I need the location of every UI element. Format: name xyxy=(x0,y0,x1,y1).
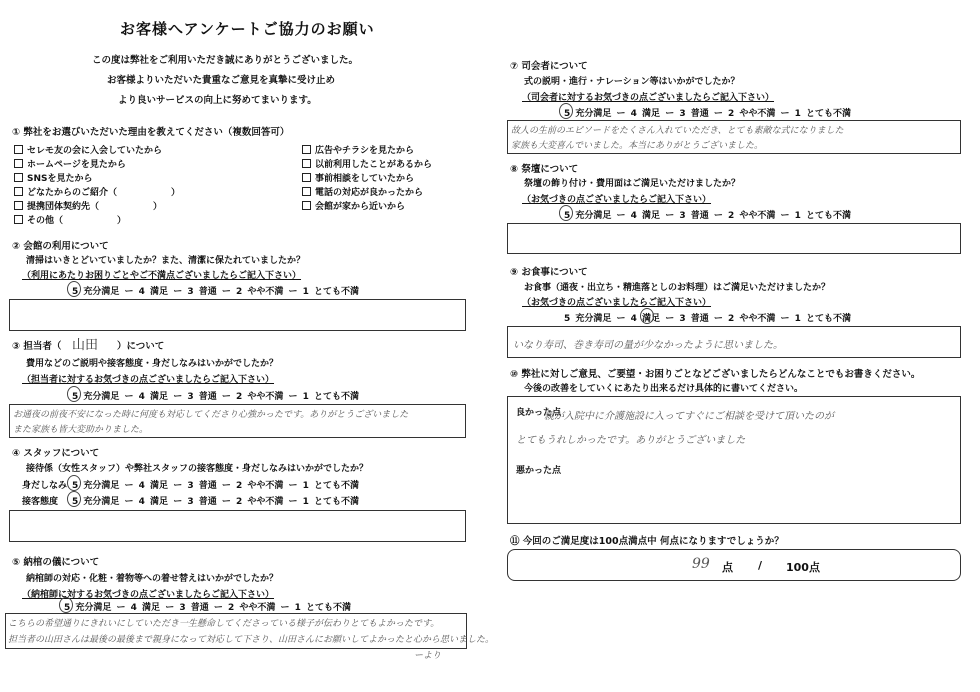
q4-attitude-scale[interactable]: 5 充分満足 ー 4 満足 ー 3 普通 ー 2 やや不満 ー 1 とても不満 xyxy=(72,497,360,507)
q11-score-unit: 点 xyxy=(722,561,733,574)
q5-signature: ーより xyxy=(414,651,442,661)
q9-comment: いなり寿司、巻き寿司の量が少なかったように思いました。 xyxy=(513,340,783,351)
q3-comment-box[interactable] xyxy=(9,404,466,438)
q11-slash: / xyxy=(758,559,763,572)
checkbox[interactable] xyxy=(14,145,23,154)
q3-comment-line-2: また家族も皆大変助かりました。 xyxy=(13,425,149,435)
q8-question: 祭壇の飾り付け・費用面はご満足いただけましたか？ xyxy=(524,179,741,189)
q7-comment-box[interactable] xyxy=(507,120,961,154)
q11-score-box[interactable] xyxy=(507,549,961,581)
q1-option-8[interactable]: 以前利用したことがあるから xyxy=(302,157,432,170)
q4-attitude-selected-mark xyxy=(67,491,81,507)
q9-selected-mark xyxy=(640,308,654,324)
q10-good-label: 良かった点 xyxy=(516,408,562,418)
q8-note: （お気づきの点ございましたらご記入下さい） xyxy=(522,195,712,205)
q5-comment-box[interactable] xyxy=(5,613,495,649)
q1-option-10[interactable]: 電話の対応が良かったから xyxy=(302,185,423,198)
q3-note: （担当者に対するお気づきの点ございましたらご記入下さい） xyxy=(22,375,275,385)
q10-title: ⑩ 弊社に対しご意見、ご要望・お困りごとなどございましたらどんなことでもお書きください。 xyxy=(510,369,921,380)
q10-good-line-1: 親が入院中に介護施設に入ってすぐにご相談を受けて頂いたのが xyxy=(544,411,834,422)
q2-note: （利用にあたりお困りごとやご不満点ございましたらご記入下さい） xyxy=(22,271,302,281)
q5-comment-line-2: 担当者の山田さんは最後の最後まで親身になって対応して下さり、山田さんにお願いしてよかったと心から思いました。 xyxy=(8,635,495,645)
q3-title-prefix: ③ 担当者（ xyxy=(12,341,62,352)
q2-title: ② 会館の利用について xyxy=(12,241,109,252)
q8-selected-mark xyxy=(559,205,573,221)
q4-comment-box[interactable] xyxy=(9,510,466,542)
q3-comment-line-1: お通夜の前夜不安になった時に何度も対応してくださり心強かったです。ありがとうございました xyxy=(13,410,409,420)
q7-comment-line-2: 家族も大変喜んでいました。本当にありがとうございました。 xyxy=(511,141,764,151)
q1-option-1[interactable]: セレモ友の会に入会していたから xyxy=(14,143,162,156)
q7-rating-scale[interactable]: 5 充分満足 ー 4 満足 ー 3 普通 ー 2 やや不満 ー 1 とても不満 xyxy=(564,109,852,119)
q10-good-line-2: とてもうれしかったです。ありがとうございました xyxy=(516,435,746,446)
intro-line-1: この度は弊社をご利用いただき誠にありがとうございました。 xyxy=(92,55,359,66)
checkbox[interactable] xyxy=(302,201,311,210)
intro-line-2: お客様よりいただいた貴重なご意見を真摯に受け止め xyxy=(107,75,336,86)
intro-line-3: より良いサービスの向上に努めてまいります。 xyxy=(118,95,317,106)
q5-note: （納棺師に対するお気づきの点ございましたらご記入下さい） xyxy=(22,590,275,600)
q1-option-4[interactable]: どなたからのご紹介（ ） xyxy=(14,185,180,198)
q2-question: 清掃はいきとどいていましたか？また、清潔に保たれていましたか？ xyxy=(26,256,306,266)
checkbox[interactable] xyxy=(302,173,311,182)
q5-title: ⑤ 納棺の儀について xyxy=(12,557,100,568)
q7-selected-mark xyxy=(559,103,573,119)
q9-comment-box[interactable] xyxy=(507,326,961,358)
checkbox[interactable] xyxy=(14,173,23,182)
checkbox[interactable] xyxy=(14,187,23,196)
q9-note: （お気づきの点ございましたらご記入下さい） xyxy=(522,298,712,308)
q3-selected-mark xyxy=(67,386,81,402)
q8-rating-scale[interactable]: 5 充分満足 ー 4 満足 ー 3 普通 ー 2 やや不満 ー 1 とても不満 xyxy=(564,211,852,221)
checkbox[interactable] xyxy=(14,201,23,210)
q4-question: 接待係（女性スタッフ）や弊社スタッフの接客態度・身だしなみはいかがでしたか？ xyxy=(26,464,369,474)
q1-option-9[interactable]: 事前相談をしていたから xyxy=(302,171,414,184)
checkbox[interactable] xyxy=(14,159,23,168)
q11-title: ⑪ 今回のご満足度は100点満点中 何点になりますでしょうか？ xyxy=(510,536,784,547)
q2-selected-mark xyxy=(67,281,81,297)
q11-score-value: 99 xyxy=(692,556,710,572)
q2-rating-scale[interactable]: 5 充分満足 ー 4 満足 ー 3 普通 ー 2 やや不満 ー 1 とても不満 xyxy=(72,287,360,297)
page-title: お客様へアンケートご協力のお願い xyxy=(120,20,375,38)
checkbox[interactable] xyxy=(302,145,311,154)
q1-option-5[interactable]: 提携団体契約先（ ） xyxy=(14,199,162,212)
q7-title: ⑦ 司会者について xyxy=(510,61,588,72)
q8-title: ⑧ 祭壇について xyxy=(510,164,579,175)
q5-question: 納棺師の対応・化粧・着物等への着せ替えはいかがでしたか？ xyxy=(26,574,279,584)
q5-rating-scale[interactable]: 5 充分満足 ー 4 満足 ー 3 普通 ー 2 やや不満 ー 1 とても不満 xyxy=(64,603,352,613)
q4-appearance-selected-mark xyxy=(67,475,81,491)
q2-comment-box[interactable] xyxy=(9,299,466,331)
q7-question: 式の説明・進行・ナレーション等はいかがでしたか？ xyxy=(524,77,740,87)
q4-appearance-scale[interactable]: 5 充分満足 ー 4 満足 ー 3 普通 ー 2 やや不満 ー 1 とても不満 xyxy=(72,481,360,491)
q9-rating-scale[interactable]: 5 充分満足 ー 4 満足 ー 3 普通 ー 2 やや不満 ー 1 とても不満 xyxy=(564,314,852,324)
q7-comment-line-1: 故人の生前のエピソードをたくさん入れていただき、とても素敵な式になりました xyxy=(511,126,844,136)
q3-question: 費用などのご説明や接客態度・身だしなみはいかがでしたか？ xyxy=(26,359,279,369)
q1-option-3[interactable]: SNSを見たから xyxy=(14,171,93,184)
q4-row-label-appearance: 身だしなみ xyxy=(22,481,68,491)
q4-title: ④ スタッフについて xyxy=(12,448,100,459)
checkbox[interactable] xyxy=(302,159,311,168)
q5-comment-line-1: こちらの希望通りにきれいにしていただき一生懸命してくださっている様子が伝わりとてもよかったです。 xyxy=(8,619,440,629)
q5-selected-mark xyxy=(59,597,73,613)
q10-bad-label: 悪かった点 xyxy=(516,466,562,476)
q10-question: 今後の改善をしていくにあたり出来るだけ具体的に書いてください。 xyxy=(524,384,804,394)
q1-option-6[interactable]: その他（ ） xyxy=(14,213,126,226)
q10-comment-box[interactable] xyxy=(507,396,961,524)
q9-title: ⑨ お食事について xyxy=(510,267,588,278)
checkbox[interactable] xyxy=(14,215,23,224)
checkbox[interactable] xyxy=(302,187,311,196)
q11-max-score: 100点 xyxy=(786,561,820,574)
q7-note: （司会者に対するお気づきの点ございましたらご記入下さい） xyxy=(522,93,775,103)
q1-option-7[interactable]: 広告やチラシを見たから xyxy=(302,143,414,156)
q8-comment-box[interactable] xyxy=(507,223,961,254)
q1-option-2[interactable]: ホームページを見たから xyxy=(14,157,126,170)
q3-title-suffix: ）について xyxy=(117,341,165,352)
q1-title: ① 弊社をお選びいただいた理由を教えてください（複数回答可） xyxy=(12,127,290,138)
q9-question: お食事（通夜・出立ち・精進落としのお料理）はご満足いただけましたか？ xyxy=(524,283,831,293)
q4-row-label-attitude: 接客態度 xyxy=(22,497,59,507)
q1-option-11[interactable]: 会館が家から近いから xyxy=(302,199,405,212)
q3-rating-scale[interactable]: 5 充分満足 ー 4 満足 ー 3 普通 ー 2 やや不満 ー 1 とても不満 xyxy=(72,392,360,402)
q3-staff-name[interactable]: 山田 xyxy=(72,338,99,353)
